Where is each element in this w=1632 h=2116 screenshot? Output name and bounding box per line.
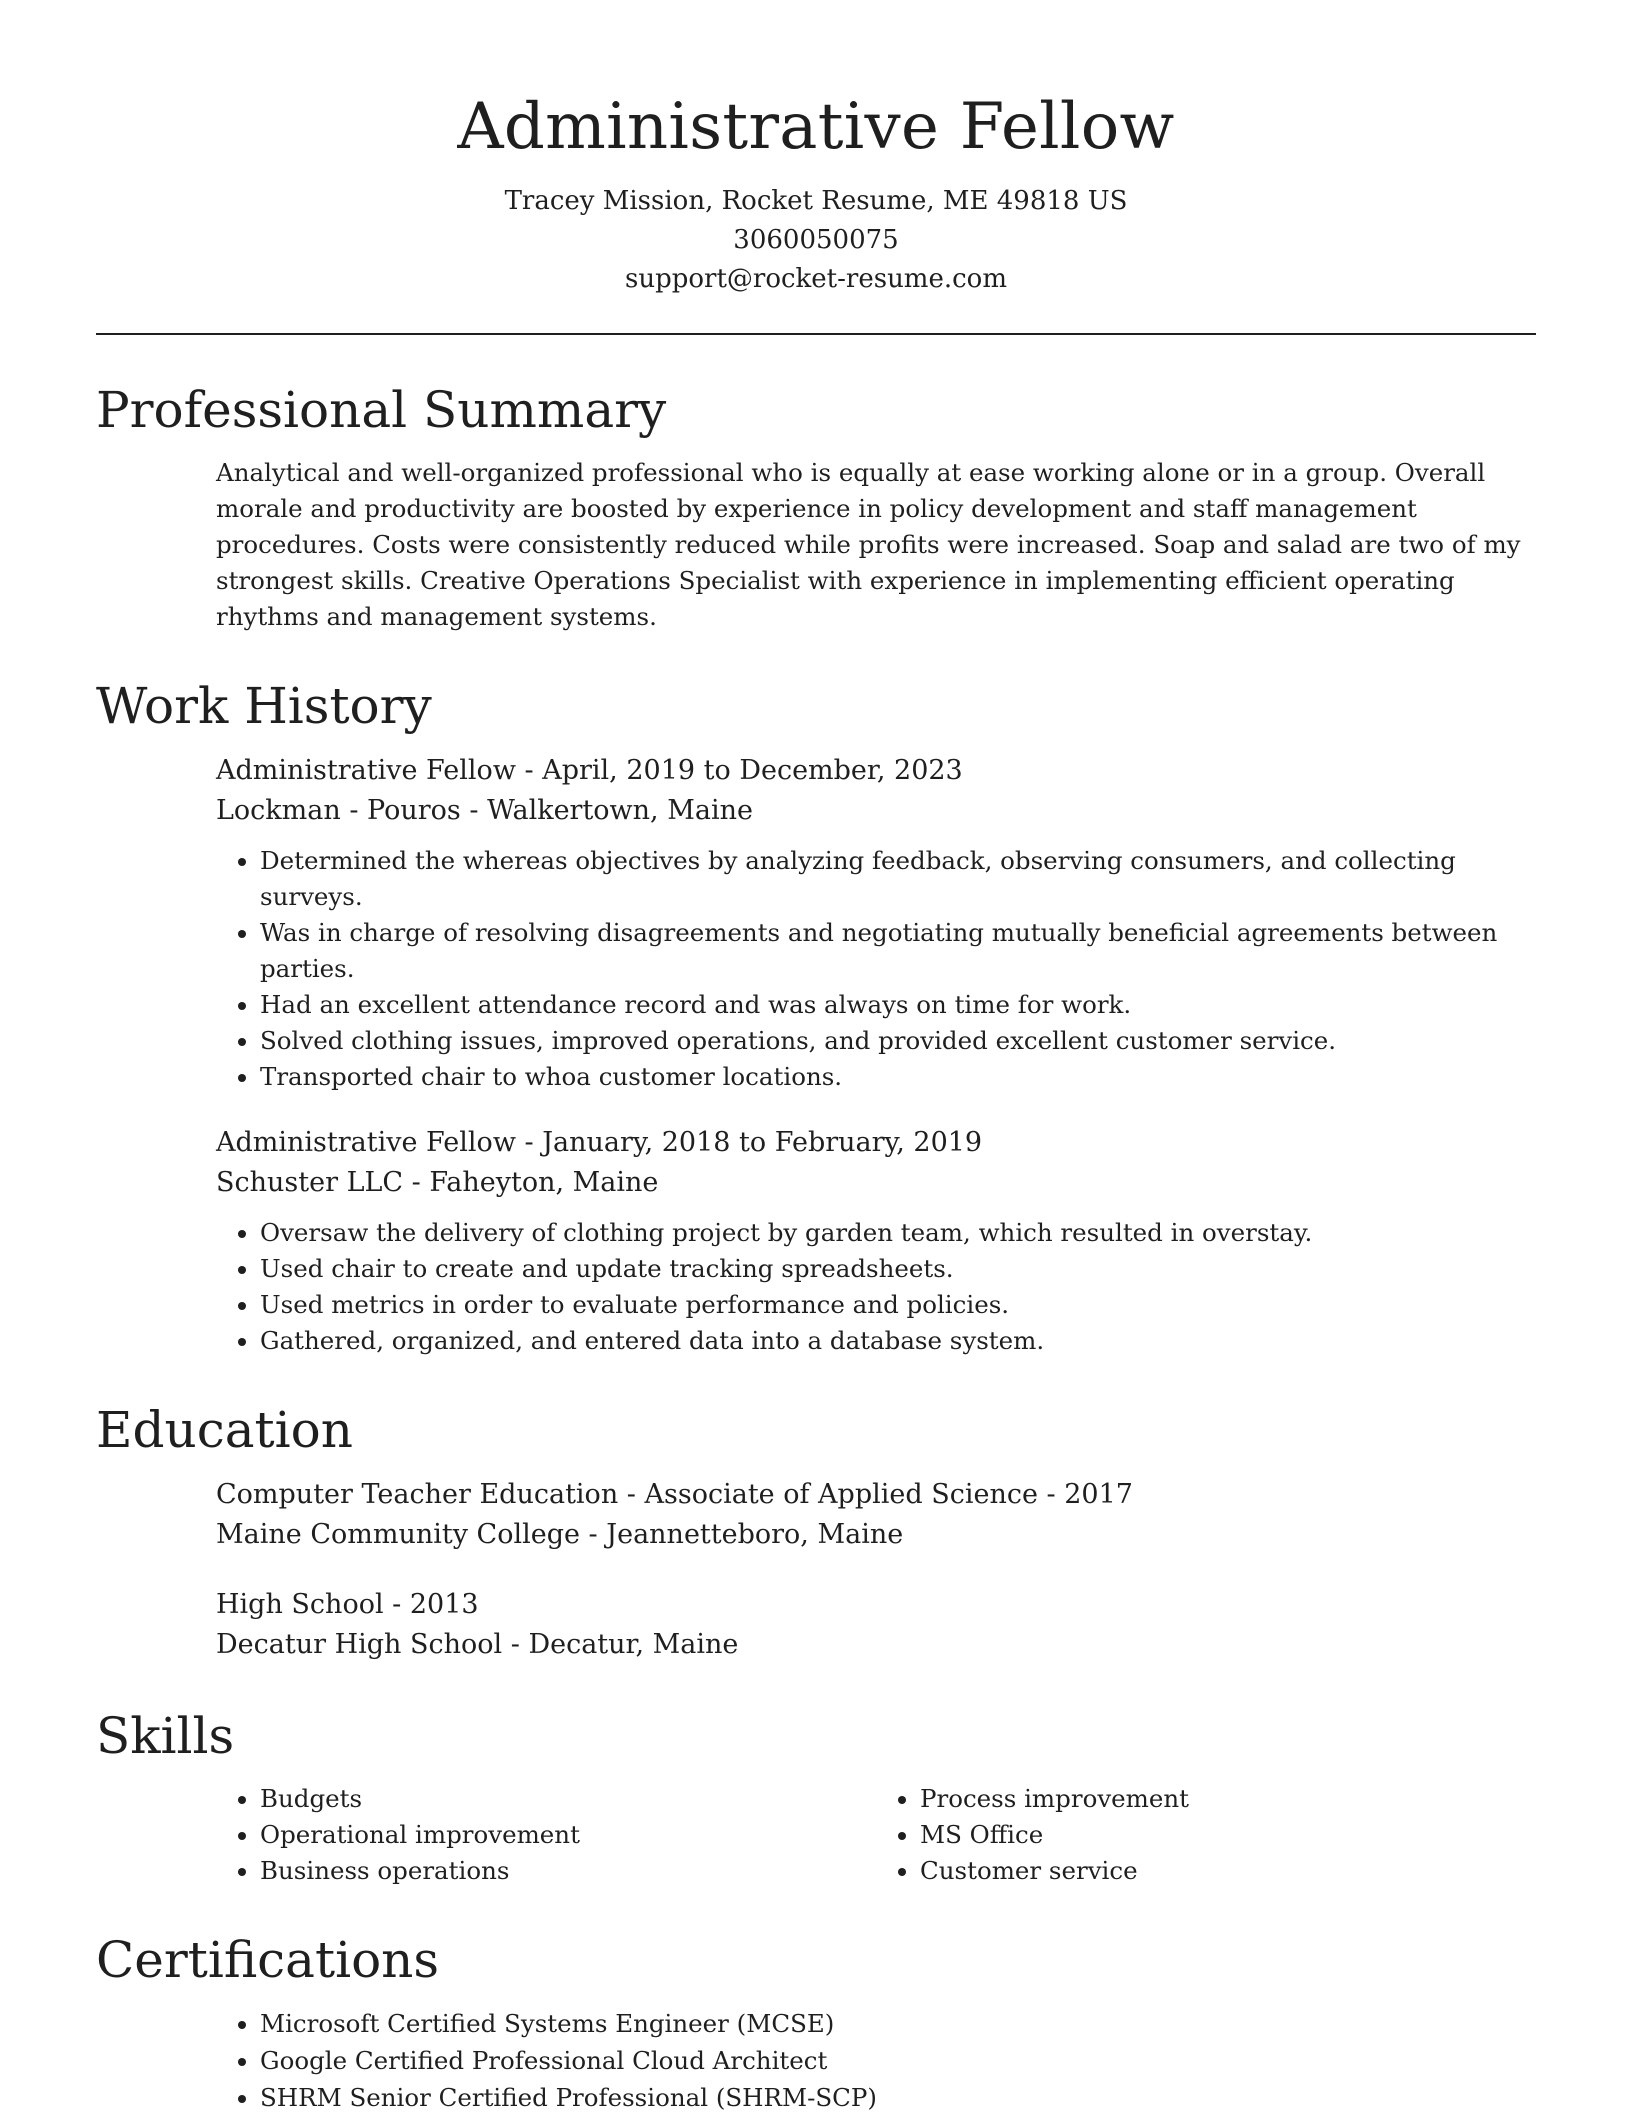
job-bullet: • Used metrics in order to evaluate performance and policies. — [260, 1287, 1536, 1323]
work-history-body — [96, 751, 1536, 1359]
skill-item: • Business operations — [260, 1853, 876, 1889]
job-company-line: Schuster LLC - Faheyton, Maine — [216, 1167, 659, 1198]
skills-grid — [216, 1781, 1536, 1889]
certifications-body — [96, 2005, 1536, 2116]
education-entry — [216, 1475, 1536, 1555]
candidate-name: Administrative Fellow — [457, 90, 1175, 164]
job-bullet: • Solved clothing issues, improved operations, and provided excellent customer service. — [260, 1023, 1536, 1059]
work-history-section — [96, 671, 1536, 1359]
skill-item: • MS Office — [920, 1817, 1536, 1853]
certifications-title: Certifications — [96, 1931, 440, 1989]
summary-title: Professional Summary — [96, 381, 667, 439]
education-body — [96, 1475, 1536, 1665]
contact-info — [96, 182, 1536, 299]
summary-text: Analytical and well-organized professional who is equally at ease working alone or in a group. Overall morale and productivity are boosted by experience in policy development and staff management procedures. Costs were consistently reduced while profits were increased. Soap and salad are two of my strongest skills. Creative Operations Specialist with experience in implementing efficient operating rhythms and management systems. — [216, 458, 1521, 631]
contact-address: Tracey Mission, Rocket Resume, ME 49818 US — [504, 186, 1128, 216]
skill-item: • Customer service — [920, 1853, 1536, 1889]
job-title-line: Administrative Fellow - April, 2019 to December, 2023 — [216, 755, 963, 786]
certification-item: • SHRM Senior Certified Professional (SHRM-SCP) — [260, 2079, 1536, 2116]
contact-phone: 3060050075 — [733, 225, 899, 255]
job-bullets — [216, 1215, 1536, 1359]
education-section — [96, 1395, 1536, 1665]
skills-list-left — [216, 1781, 876, 1889]
skills-section — [96, 1701, 1536, 1889]
skill-item: • Process improvement — [920, 1781, 1536, 1817]
job-bullet: • Gathered, organized, and entered data into a database system. — [260, 1323, 1536, 1359]
job-bullets — [216, 843, 1536, 1095]
education-degree-line: Computer Teacher Education - Associate of Applied Science - 2017 — [216, 1479, 1133, 1510]
job-title-line: Administrative Fellow - January, 2018 to February, 2019 — [216, 1127, 983, 1158]
work-history-title: Work History — [96, 677, 432, 735]
certifications-section — [96, 1925, 1536, 2116]
skill-item: • Operational improvement — [260, 1817, 876, 1853]
job-bullet: • Had an excellent attendance record and was always on time for work. — [260, 987, 1536, 1023]
header-divider — [96, 333, 1536, 335]
job-bullet: • Oversaw the delivery of clothing project by garden team, which resulted in overstay. — [260, 1215, 1536, 1251]
summary-body — [96, 455, 1536, 635]
education-school-line: Maine Community College - Jeannetteboro, Maine — [216, 1519, 904, 1550]
education-school-line: Decatur High School - Decatur, Maine — [216, 1629, 739, 1660]
job-bullet: • Determined the whereas objectives by analyzing feedback, observing consumers, and collecting surveys. — [260, 843, 1536, 915]
contact-email: support@rocket-resume.com — [624, 264, 1007, 294]
job-entry — [216, 751, 1536, 1095]
skill-item: • Budgets — [260, 1781, 876, 1817]
certification-item: • Microsoft Certified Systems Engineer (MCSE) — [260, 2005, 1536, 2042]
job-bullet: • Transported chair to whoa customer locations. — [260, 1059, 1536, 1095]
job-entry — [216, 1123, 1536, 1359]
certifications-list — [216, 2005, 1536, 2116]
summary-section — [96, 375, 1536, 635]
job-bullet: • Used chair to create and update tracking spreadsheets. — [260, 1251, 1536, 1287]
education-entry — [216, 1585, 1536, 1665]
skills-body — [96, 1781, 1536, 1889]
resume-header — [96, 82, 1536, 299]
skills-list-right — [876, 1781, 1536, 1889]
certification-item: • Google Certified Professional Cloud Architect — [260, 2042, 1536, 2079]
job-company-line: Lockman - Pouros - Walkertown, Maine — [216, 795, 753, 826]
skills-title: Skills — [96, 1707, 235, 1765]
job-bullet: • Was in charge of resolving disagreements and negotiating mutually beneficial agreements between parties. — [260, 915, 1536, 987]
education-title: Education — [96, 1401, 353, 1459]
education-degree-line: High School - 2013 — [216, 1589, 479, 1620]
